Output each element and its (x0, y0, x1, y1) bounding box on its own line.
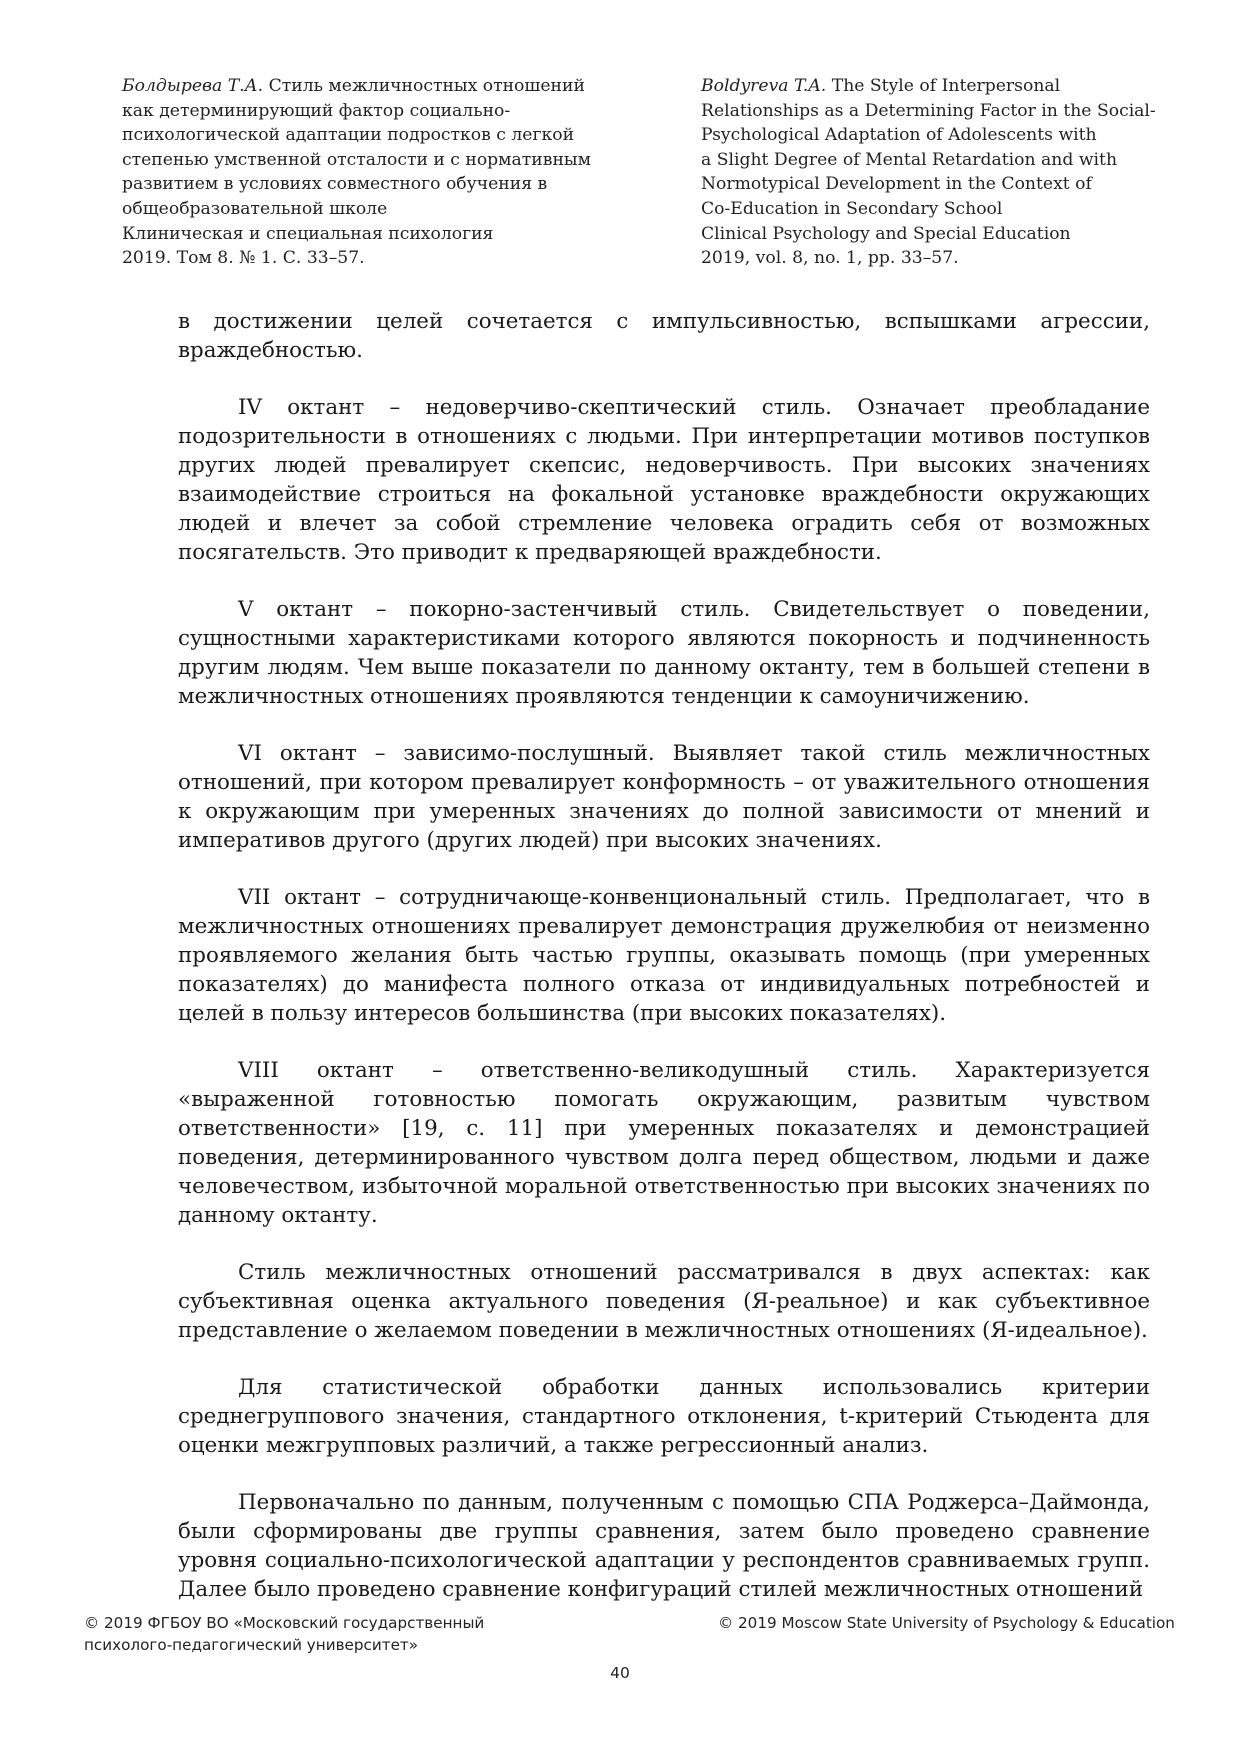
header-en-journal: Clinical Psychology and Special Education (701, 223, 1071, 244)
paragraph-octant-iv: IV октант – недоверчиво-скептический стиль. Означает преобладание подозрительности в отношениях с людьми. При интерпретации мотивов поступков других людей превалирует скепсис, недоверчивость. При высоких значениях взаимодействие строиться на фокальной установке враждебности окружающих людей и влечет за собой стремление человека оградить себя от возможных посягательств. Это приводит к предваряющей враждебности. (178, 395, 1150, 565)
header-ru-line-1 (122, 74, 642, 99)
header-en-line-6: Co-Education in Secondary School (701, 198, 1003, 219)
header-en-author: Boldyreva T.A. (701, 76, 827, 96)
header-ru-line-3: психологической адаптации подростков с легкой (122, 125, 575, 146)
paragraph-octant-vi: VI октант – зависимо-послушный. Выявляет такой стиль межличностных отношений, при котором превалирует конформность – от уважительного отношения к окружающим при умеренных значениях до полной зависимости от мнений и императивов другого (других людей) при высоких значениях. (178, 741, 1150, 853)
header-ru-citation: 2019. Том 8. № 1. С. 33–57. (122, 248, 365, 269)
header-en-line-2: Relationships as a Determining Factor in the Social- (701, 100, 1156, 121)
header-ru-journal: Клиническая и специальная психология (122, 223, 494, 244)
header-ru-line-4: степенью умственной отсталости и с нормативным (122, 149, 591, 170)
header-en-line-3: Psychological Adaptation of Adolescents with (701, 125, 1097, 146)
header-en-citation: 2019, vol. 8, no. 1, pp. 33–57. (701, 248, 959, 269)
header-en-line-1 (701, 74, 1171, 99)
header-ru-line-2: как детерминирующий фактор социально- (122, 100, 511, 121)
paragraph-procedure: Первоначально по данным, полученным с помощью СПА Роджерса–Даймонда, были сформированы две группы сравнения, затем было проведено сравнение уровня социально-психологической адаптации у респондентов сравниваемых групп. Далее было проведено сравнение конфигураций стилей межличностных отношений (178, 1490, 1150, 1602)
header-ru-line-6: общеобразовательной школе (122, 198, 388, 219)
header-ru-line-5: развитием в условиях совместного обучения в (122, 174, 548, 195)
footer-copyright-en (718, 1612, 1198, 1634)
footer-copyright-ru (84, 1612, 644, 1656)
paragraph-style-aspects: Стиль межличностных отношений рассматривался в двух аспектах: как субъективная оценка актуального поведения (Я-реальное) и как субъективное представление о желаемом поведении в межличностных отношениях (Я-идеальное). (178, 1260, 1150, 1343)
header-en-title-start: The Style of Interpersonal (826, 76, 1061, 96)
paragraph-octant-viii: VIII октант – ответственно-великодушный стиль. Характеризуется «выраженной готовностью помогать окружающим, развитым чувством ответственности» [19, с. 11] при умеренных показателях и демонстрацией поведения, детерминированного чувством долга перед обществом, людьми и даже человечеством, избыточной моральной ответственностью при высоких значениях по данному октанту. (178, 1058, 1150, 1228)
paragraph-continuation: в достижении целей сочетается с импульсивностью, вспышками агрессии, враждебностью. (178, 309, 1150, 363)
paragraph-octant-v: V октант – покорно-застенчивый стиль. Свидетельствует о поведении, сущностными характеристиками которого являются покорность и подчиненность другим людям. Чем выше показатели по данному октанту, тем в большей степени в межличностных отношениях проявляются тенденции к самоуничижению. (178, 597, 1150, 709)
header-ru-title-start: Стиль межличностных отношений (263, 76, 585, 96)
paragraph-statistics: Для статистической обработки данных использовались критерии среднегруппового значения, стандартного отклонения, t-критерий Стьюдента для оценки межгрупповых различий, а также регрессионный анализ. (178, 1375, 1150, 1458)
header-ru-author: Болдырева Т.А. (122, 76, 264, 96)
header-en-line-5: Normotypical Development in the Context of (701, 174, 1092, 195)
running-header-en (701, 74, 1171, 271)
footer-en-line-1: © 2019 Moscow State University of Psychology & Education (718, 1614, 1175, 1632)
article-body (178, 307, 1150, 1632)
footer-ru-line-2: психолого-педагогический университет» (84, 1636, 419, 1654)
footer-ru-line-1: © 2019 ФГБОУ ВО «Московский государственный (84, 1614, 485, 1632)
paragraph-octant-vii: VII октант – сотрудничающе-конвенциональный стиль. Предполагает, что в межличностных отношениях превалирует демонстрация дружелюбия от неизменно проявляемого желания быть частью группы, оказывать помощь (при умеренных показателях) до манифеста полного отказа от индивидуальных потребностей и целей в пользу интересов большинства (при высоких показателях). (178, 885, 1150, 1026)
running-header-ru (122, 74, 642, 271)
page-number: 40 (610, 1664, 630, 1682)
header-en-line-4: a Slight Degree of Mental Retardation and with (701, 149, 1118, 170)
